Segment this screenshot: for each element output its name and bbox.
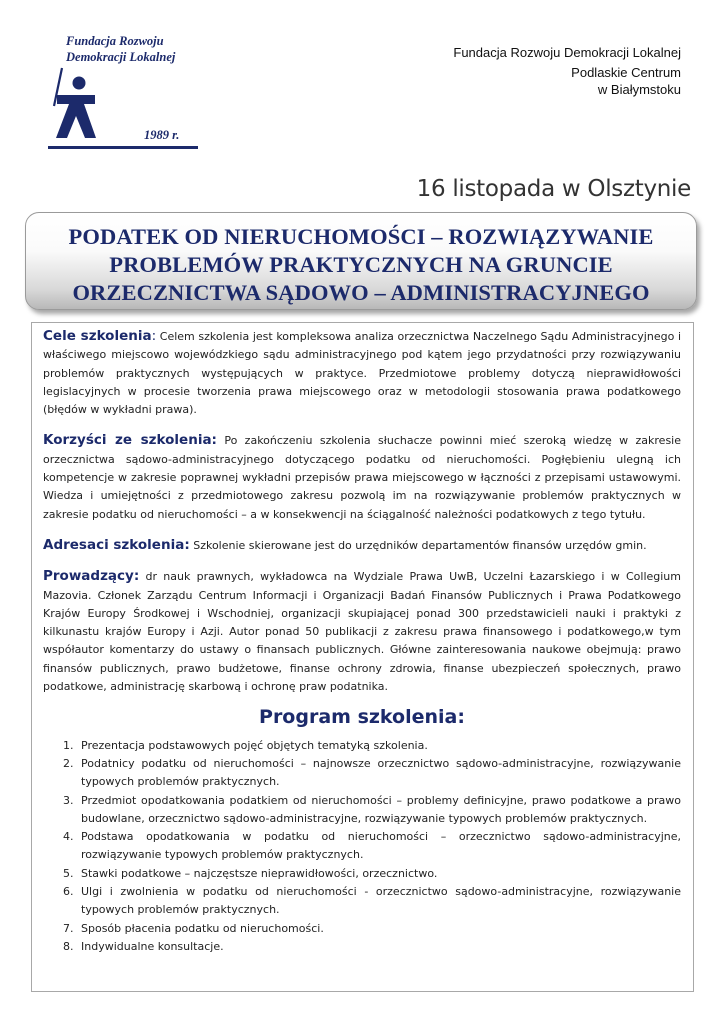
content-box: [31, 322, 694, 992]
section-korzysci-text: Po zakończeniu szkolenia słuchacze powinni mieć szeroką wiedzę w zakresie orzecznictwa sądowo-administracyjnego dotyczącego podatku od nieruchomości. Pogłębieniu ulegną ich kompetencje w zakresie poprawnej wykładni przepisów prawa miejscowego w łączności z przepisami ustawowymi. Wiedza i umiejętności z przedmiotowego zakresu pozwolą im na rozwiązywanie problemów praktycznych w zakresie podatku od nieruchomości – a w konsekwencji na ściągalność należności podatkowych z tego tytułu.: [43, 434, 681, 521]
program-item: 1. Prezentacja podstawowych pojęć objętych tematyką szkolenia.: [77, 737, 681, 755]
section-adresaci: [43, 536, 681, 555]
section-korzysci: [43, 431, 681, 523]
section-prowadzacy-text: dr nauk prawnych, wykładowca na Wydziale Prawa UwB, Uczelni Łazarskiego i w Collegium Mazovia. Członek Zarządu Centrum Informacji i Organizacji Badań Finansów Publicznych i Prawa Podatkowego Krajów Europy Środkowej i Wschodniej, organizacji skupiającej ponad 300 przedstawicieli nauki i praktyki z kilkunastu krajów Europy i Azji. Autor ponad 50 publikacji z zakresu prawa finansowego i podatkowego,w tym współautor komentarzy do ustawy o finansach publicznych. Główne zainteresowania naukowe obejmują: prawo finansów publicznych, prawo budżetowe, finanse ochrony zdrowia, finanse ubezpieczeń społecznych, prawo podatkowe, administrację skarbową i ochronę praw podatnika.: [43, 570, 681, 694]
title-banner: [25, 212, 697, 310]
program-item: 2. Podatnicy podatku od nieruchomości – najnowsze orzecznictwo sądowo-administracyjne, rozwiązywanie typowych problemów praktycznych.: [77, 755, 681, 792]
program-title: Program szkolenia:: [259, 706, 465, 729]
event-date: 16 listopada w Olsztynie: [416, 176, 691, 202]
program-item: 7. Sposób płacenia podatku od nieruchomości.: [77, 920, 681, 938]
logo-year: 1989 r.: [144, 128, 180, 142]
program-item: 4. Podstawa opodatkowania w podatku od nieruchomości – orzecznictwo sądowo-administracyjne, rozwiązywanie typowych problemów praktycznych.: [77, 828, 681, 865]
section-adresaci-text: Szkolenie skierowane jest do urzędników departamentów finansów urzędów gmin.: [189, 538, 647, 552]
logo-line-2: Demokracji Lokalnej: [66, 50, 176, 64]
organizer-city: w Białymstoku: [597, 82, 681, 97]
page-title: [26, 213, 696, 307]
program-item: 8. Indywidualne konsultacje.: [77, 938, 681, 956]
section-korzysci-label: Korzyści ze szkolenia:: [43, 432, 217, 449]
section-cele: [43, 327, 681, 419]
organizer-name: Fundacja Rozwoju Demokracji Lokalnej: [453, 45, 681, 60]
program-item: 6. Ulgi i zwolnienia w podatku od nieruchomości - orzecznictwo sądowo-administracyjne, rozwiązywanie typowych problemów praktycznych.: [77, 883, 681, 920]
organizer-block: [453, 44, 681, 98]
title-line-2: PROBLEMÓW PRAKTYCZNYCH NA GRUNCIE: [109, 252, 613, 277]
section-cele-text: Celem szkolenia jest kompleksowa analiza orzecznictwa Naczelnego Sądu Administracyjnego i właściwego miejscowo wojewódzkiego sądu administracyjnego pod kątem jego przydatności przy rozwiązywaniu problemów praktycznych występujących w praktyce. Przedmiotowe problemy dotyczą nieprawidłowości legislacyjnych w procesie tworzenia prawa miejscowego oraz w metodologii stosowania prawa podatkowego (błędów w wykładni prawa).: [43, 330, 681, 417]
organizer-branch: Podlaskie Centrum: [571, 65, 681, 80]
section-cele-label: Cele szkolenia: [43, 328, 152, 344]
title-line-1: PODATEK OD NIERUCHOMOŚCI – ROZWIĄZYWANIE: [68, 224, 654, 249]
program-list: [43, 737, 681, 957]
section-adresaci-label: Adresaci szkolenia:: [43, 536, 190, 553]
logo-underline: [48, 146, 198, 149]
program-item: 3. Przedmiot opodatkowania podatkiem od nieruchomości – problemy definicyjne, prawo podatkowe a prawo budowlane, orzecznictwo sądowo-administracyjne, rozwiązywanie typowych problemów praktycznych.: [77, 792, 681, 829]
program-item: 5. Stawki podatkowe – najczęstsze nieprawidłowości, orzecznictwo.: [77, 865, 681, 883]
logo-line-1: Fundacja Rozwoju: [66, 34, 164, 48]
section-cele-colon: :: [151, 328, 157, 344]
person-figure-icon: [48, 64, 108, 144]
section-prowadzacy: [43, 567, 681, 696]
foundation-logo: [48, 32, 208, 152]
title-line-3: ORZECZNICTWA SĄDOWO – ADMINISTRACYJNEGO: [72, 280, 650, 305]
section-prowadzacy-label: Prowadzący:: [43, 568, 140, 585]
